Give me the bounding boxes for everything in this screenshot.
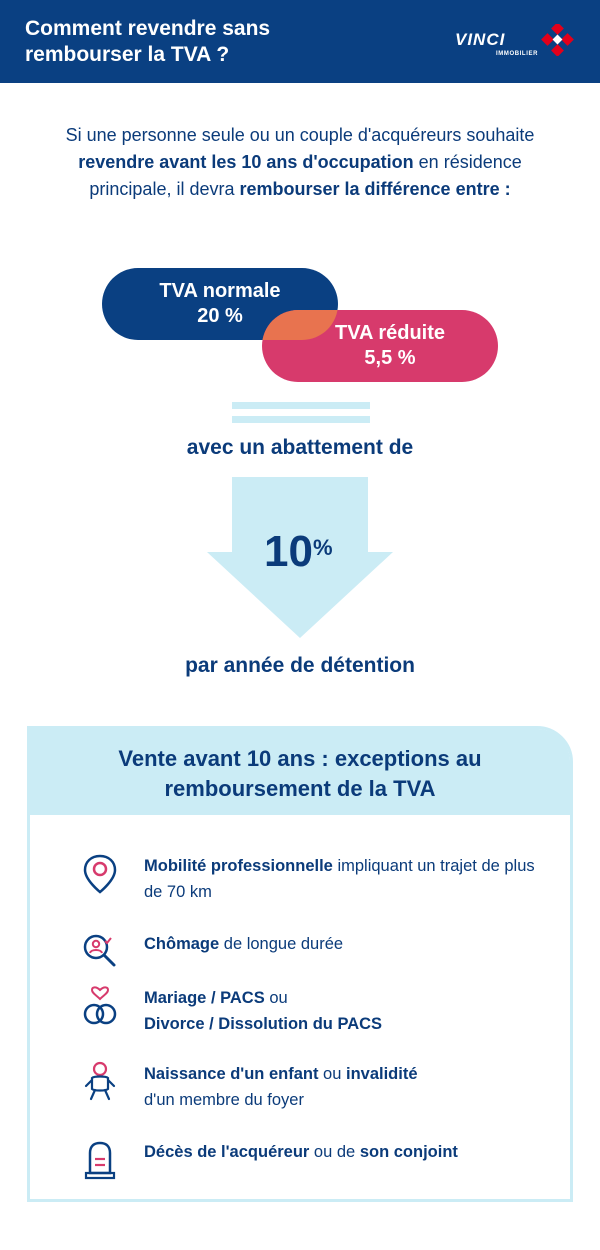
exception-bold: Divorce / Dissolution du PACS bbox=[144, 1015, 383, 1033]
exception-text bbox=[144, 853, 544, 905]
intro-bold-1: revendre avant les 10 ans d'occupation bbox=[78, 152, 414, 172]
exception-text bbox=[144, 1061, 544, 1113]
abatement-unit: % bbox=[312, 535, 333, 560]
logo-cross-icon bbox=[541, 24, 575, 56]
exception-bold: Naissance d'un enfant bbox=[144, 1065, 319, 1083]
exception-bold: son conjoint bbox=[359, 1143, 458, 1161]
intro-bold-2: rembourser la différence entre : bbox=[239, 179, 511, 199]
exception-normal: d'un membre du foyer bbox=[144, 1091, 304, 1109]
abatement-label: avec un abattement de bbox=[186, 436, 414, 459]
per-year-label: par année de détention bbox=[185, 654, 415, 677]
exception-normal: ou bbox=[264, 989, 288, 1007]
tva-reduced-value: 5,5 % bbox=[364, 347, 416, 369]
abatement-value bbox=[264, 528, 333, 576]
pill-overlap bbox=[262, 310, 338, 340]
exception-text bbox=[144, 1139, 544, 1165]
equals-bar-top bbox=[232, 402, 370, 409]
baby-icon bbox=[80, 1061, 120, 1103]
exceptions-header bbox=[30, 729, 570, 815]
exceptions-panel bbox=[27, 726, 573, 1202]
tva-reduced-label: TVA réduite bbox=[334, 322, 445, 344]
intro-text-2: en résidence principale, il devra bbox=[89, 152, 522, 199]
job-search-icon bbox=[80, 931, 120, 973]
exception-bold: Mariage / PACS bbox=[144, 989, 265, 1007]
exception-bold: Chômage bbox=[144, 935, 220, 953]
exception-normal: ou bbox=[318, 1065, 346, 1083]
vinci-immobilier-logo bbox=[455, 22, 585, 62]
exception-bold: Mobilité professionnelle bbox=[144, 857, 333, 875]
location-pin-icon bbox=[80, 853, 120, 895]
exceptions-title-line-1: Vente avant 10 ans : exceptions au bbox=[118, 746, 482, 771]
exception-text bbox=[144, 931, 544, 957]
abatement-number: 10 bbox=[264, 527, 313, 576]
tva-normal-label: TVA normale bbox=[159, 280, 281, 302]
intro-paragraph bbox=[40, 122, 560, 203]
exception-normal: de longue durée bbox=[219, 935, 344, 953]
tva-normal-value: 20 % bbox=[197, 305, 243, 327]
equals-bar-bottom bbox=[232, 416, 370, 423]
exception-normal: ou de bbox=[309, 1143, 360, 1161]
page-title: Comment revendre sans rembourser la TVA ? bbox=[25, 17, 271, 66]
intro-text-1: Si une personne seule ou un couple d'acquéreurs souhaite bbox=[65, 125, 535, 145]
logo-wordmark: VINCI bbox=[455, 30, 506, 49]
header-banner bbox=[0, 0, 600, 83]
tombstone-icon bbox=[80, 1139, 120, 1181]
wedding-rings-icon bbox=[80, 985, 120, 1027]
exception-text bbox=[144, 985, 544, 1037]
exceptions-title bbox=[30, 744, 570, 804]
exception-bold: Décès de l'acquéreur bbox=[144, 1143, 310, 1161]
logo-subtitle: IMMOBILIER bbox=[496, 51, 538, 57]
exception-bold: invalidité bbox=[346, 1065, 418, 1083]
exception-normal: impliquant un trajet de plus de 70 km bbox=[144, 857, 535, 901]
exceptions-title-line-2: remboursement de la TVA bbox=[164, 776, 436, 801]
